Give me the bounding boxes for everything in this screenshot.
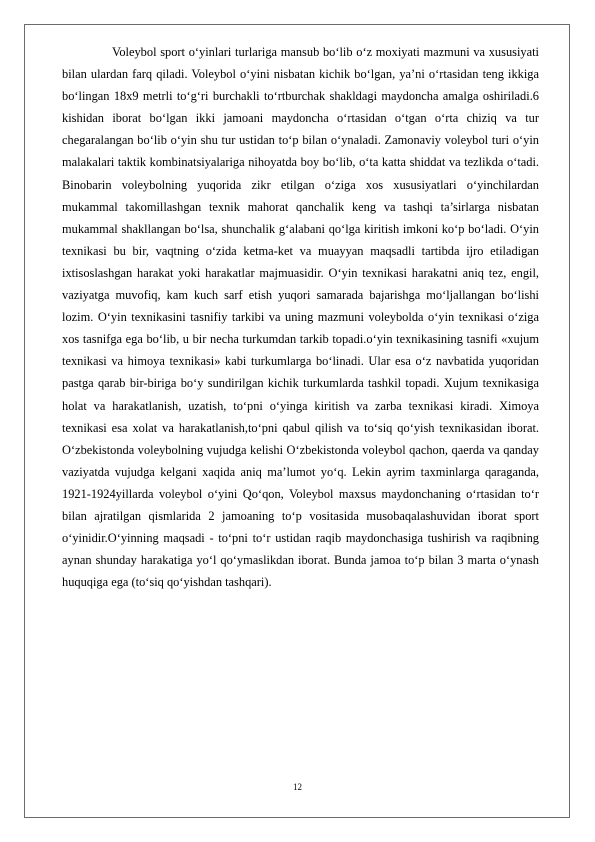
page-number: 12 — [293, 782, 302, 792]
body-paragraph: Voleybol sport o‘yinlari turlariga mansub bo‘lib o‘z moxiyati mazmuni va xususiyati bilan ulardan farq qiladi. Voleybol o‘yini nisbatan kichik bo‘lgan, ya’ni o‘rtasidan teng ikkiga bo‘lingan 18x9 metrli to‘g‘ri burchakli to‘rtburchak shakldagi maydoncha amalga oshiriladi.6 kishidan iborat bo‘lgan ikki jamoani maydoncha o‘rtasidan o‘tgan o‘rta chiziq va tur chegaralangan bo‘lib o‘yin shu tur ustidan to‘p bilan o‘ynaladi. Zamonaviy voleybol turi o‘yin malakalari taktik kombinatsiyalariga nihoyatda boy bo‘lib, o‘ta katta shiddat va tezlikda o‘tadi. Binobarin voleybolning yuqorida zikr etilgan o‘ziga xos xususiyatlari o‘yinchilardan mukammal takomillashgan texnik mahorat qanchalik keng va tashqi ta’sirlarga nisbatan mukammal shakllangan bo‘lsa, shunchalik g‘alabani qo‘lga kiritish imkoni ko‘p bo‘ladi. O‘yin texnikasi bu bir, vaqtning o‘zida ketma-ket va muayyan maqsadli tartibda ijro etiladigan ixtisoslashgan harakat yoki harakatlar majmuasidir. O‘yin texnikasi harakatni aniq tez, engil, vaziyatga muvofiq, kam kuch sarf etish yuqori samarada bajarishga mo‘ljallangan bo‘lishi lozim. O‘yin texnikasini tasnifiy tarkibi va uning mazmuni voleybolda o‘yin texnikasi o‘ziga xos tasnifga ega bo‘lib, u bir necha turkumdan tarkib topadi.o‘yin texnikasining tasnifi «xujum texnikasi va himoya texnikasi» kabi turkumlarga bo‘linadi. Ular esa o‘z navbatida yuqoridan pastga qarab bir-biriga bo‘y sundirilgan kichik turkumlarda tashkil topadi. Xujum texnikasiga holat va harakatlanish, uzatish, to‘pni o‘yinga kiritish va zarba texnikasi kiradi. Ximoya texnikasi esa xolat va harakatlanish,to‘pni qabul qilish va to‘siq qo‘yish texnikasidan iborat. O‘zbekistonda voleybolning vujudga kelishi O‘zbekistonda voleybol qachon, qaerda va qanday vaziyatda vujudga kelgani xaqida aniq ma’lumot yo‘q. Lekin ayrim taxminlarga qaraganda, 1921-1924yillarda voleybol o‘yini Qo‘qon, Voleybol maxsus maydonchaning o‘rtasidan to‘r bilan ajratilgan qismlarida 2 jamoaning to‘p vositasida musobaqalashuvidan iborat sport o‘yinidir.O‘yinning maqsadi - to‘pni to‘r ustidan raqib maydonchasiga tushirish va raqibning aynan shunday harakatiga yo‘l qo‘ymaslikdan iborat. Bunda jamoa to‘p bilan 3 marta o‘ynash huquqiga ega (to‘siq qo‘yishdan tashqari). — [62, 45, 539, 590]
